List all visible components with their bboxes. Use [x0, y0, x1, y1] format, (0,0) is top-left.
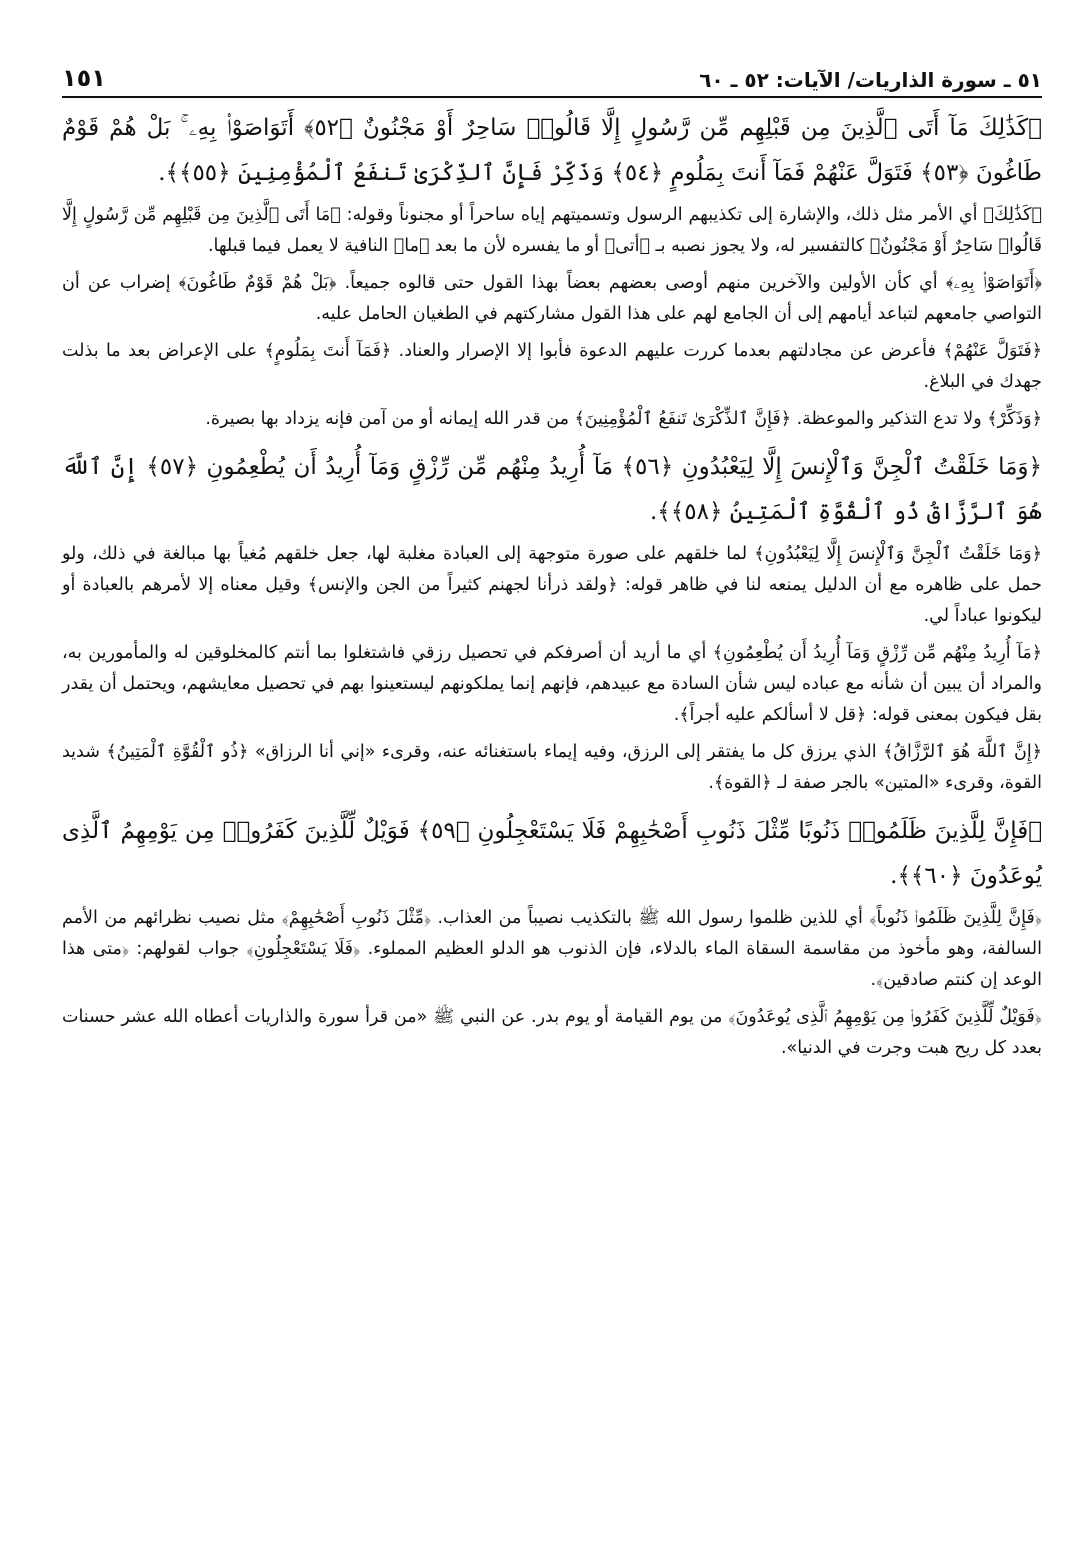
commentary-paragraph: ﴿فَوَيْلٌ لِّلَّذِينَ كَفَرُوا۟ مِن يَوْمِهِمُ ٱلَّذِى يُوعَدُونَ﴾ من يوم القيامة أو يوم بدر. عن النبي ﷺ «من قرأ سورة والذاريات أعطاه الله عشر حسنات بعدد كل ريح هبت وجرت في الدنيا».: [62, 1007, 1042, 1058]
commentary-paragraph: ﴿إِنَّ ٱللَّهَ هُوَ ٱلرَّزَّاقُ﴾ الذي يرزق كل ما يفتقر إلى الرزق، وفيه إيماء باستغنائه عنه، وقرىء «إني أنا الرزاق» ﴿ذُو ٱلْقُوَّةِ ٱلْمَتِينُ﴾ شديد القوة، وقرىء «المتين» بالجر صفة لـ ﴿القوة﴾.: [62, 742, 1042, 793]
page-number: ١٥١: [62, 64, 106, 92]
quran-verse-block: ﴿وَمَا خَلَقْتُ ٱلْجِنَّ وَٱلْإِنسَ إِلَّا لِيَعْبُدُونِ ﴿٥٦﴾ مَآ أُرِيدُ مِنْهُم مِّن رِّزْقٍ وَمَآ أُرِيدُ أَن يُطْعِمُونِ ﴿٥٧﴾ إِنَّ ٱللَّهَ هُوَ ٱلرَّزَّاقُ ذُو ٱلْقُوَّةِ ٱلْمَتِينُ ﴿٥٨﴾﴾.: [62, 454, 1042, 525]
surah-title: ٥١ ـ سورة الذاريات/ الآيات: ٥٢ ـ ٦٠: [699, 68, 1042, 92]
quran-verse-block: ﴿كَذَٰلِكَ مَآ أَتَى ٱلَّذِينَ مِن قَبْلِهِم مِّن رَّسُولٍ إِلَّا قَالُوا۟ سَاحِرٌ أَوْ مَجْنُونٌ ﴿٥٢﴾ أَتَوَاصَوْا۟ بِهِۦ ۚ بَلْ هُمْ قَوْمٌ طَاغُونَ ﴿٥٣﴾ فَتَوَلَّ عَنْهُمْ فَمَآ أَنتَ بِمَلُومٍ ﴿٥٤﴾ وَذَكِّرْ فَإِنَّ ٱلذِّكْرَىٰ تَنفَعُ ٱلْمُؤْمِنِينَ ﴿٥٥﴾﴾.: [62, 115, 1042, 186]
commentary-paragraph: ﴿وَمَا خَلَقْتُ ٱلْجِنَّ وَٱلْإِنسَ إِلَّا لِيَعْبُدُونِ﴾ لما خلقهم على صورة متوجهة إلى العبادة مغلبة لها، جعل خلقهم مُغياً بها مبالغة في ذلك، ولو حمل على ظاهره مع أن الدليل يمنعه لنا في ظاهر قوله: ﴿ولقد ذرأنا لجهنم كثيراً من الجن والإنس﴾ وقيل معناه إلا لأمرهم بالعبادة أو ليكونوا عباداً لي.: [62, 544, 1042, 626]
book-page: [62, 54, 1042, 1070]
commentary-paragraph: ﴿مَآ أُرِيدُ مِنْهُم مِّن رِّزْقٍ وَمَآ أُرِيدُ أَن يُطْعِمُونِ﴾ أي ما أريد أن أصرفكم في تحصيل رزقي فاشتغلوا بما أنتم كالمخلوقين له والمأمورين به، والمراد أن يبين أن شأنه مع عباده ليس شأن السادة مع عبيدهم، فإنهم إنما يملكونهم ليستعينوا بهم في تحصيل معايشهم، ويحتمل أن يقدر بقل فيكون بمعنى قوله: ﴿قل لا أسألكم عليه أجراً﴾.: [62, 643, 1042, 725]
commentary-paragraph: ﴿فَتَوَلَّ عَنْهُمْ﴾ فأعرض عن مجادلتهم بعدما كررت عليهم الدعوة فأبوا إلا الإصرار والعناد. ﴿فَمَآ أَنتَ بِمَلُومٍ﴾ على الإعراض بعد ما بذلت جهدك في البلاغ.: [62, 341, 1042, 392]
commentary-paragraph: ﴿فَإِنَّ لِلَّذِينَ ظَلَمُوا۟ ذَنُوباً﴾ أي للذين ظلموا رسول الله ﷺ بالتكذيب نصيباً من العذاب. ﴿مِّثْلَ ذَنُوبِ أَصْحَٰبِهِمْ﴾ مثل نصيب نظرائهم من الأمم السالفة، وهو مأخوذ من مقاسمة السقاة الماء بالدلاء، فإن الذنوب هو الدلو العظيم المملوء. ﴿فَلَا يَسْتَعْجِلُونِ﴾ جواب لقولهم: ﴿متى هذا الوعد إن كنتم صادقين﴾.: [62, 908, 1042, 990]
commentary-paragraph: ﴿أَتَوَاصَوْا۟ بِهِۦ﴾ أي كأن الأولين والآخرين منهم أوصى بعضهم بعضاً بهذا القول حتى قالوه جميعاً. ﴿بَلْ هُمْ قَوْمٌ طَاغُونَ﴾ إضراب عن أن التواصي جامعهم لتباعد أيامهم إلى أن الجامع لهم على هذا القول مشاركتهم في الطغيان الحامل عليه.: [62, 273, 1042, 324]
commentary-paragraph: ﴿وَذَكِّرْ﴾ ولا تدع التذكير والموعظة. ﴿فَإِنَّ ٱلذِّكْرَىٰ تَنفَعُ ٱلْمُؤْمِنِينَ﴾ من قدر الله إيمانه أو من آمن فإنه يزداد بها بصيرة.: [205, 409, 1042, 429]
quran-verse-block: ﴿فَإِنَّ لِلَّذِينَ ظَلَمُوا۟ ذَنُوبًا مِّثْلَ ذَنُوبِ أَصْحَٰبِهِمْ فَلَا يَسْتَعْجِلُونِ ﴿٥٩﴾ فَوَيْلٌ لِّلَّذِينَ كَفَرُوا۟ مِن يَوْمِهِمُ ٱلَّذِى يُوعَدُونَ ﴿٦٠﴾﴾.: [62, 818, 1042, 889]
commentary-paragraph: ﴿كَذَٰلِكَ﴾ أي الأمر مثل ذلك، والإشارة إلى تكذيبهم الرسول وتسميتهم إياه ساحراً أو مجنوناً وقوله: ﴿مَا أَتَى ٱلَّذِينَ مِن قَبْلِهِم مِّن رَّسُولٍ إِلَّا قَالُوا۟ سَاحِرٌ أَوْ مَجْنُونٌ﴾ كالتفسير له، ولا يجوز نصبه بـ ﴿أتى﴾ أو ما يفسره لأن ما بعد ﴿ما﴾ النافية لا يعمل فيما قبلها.: [62, 205, 1042, 256]
running-header: [62, 54, 1042, 98]
